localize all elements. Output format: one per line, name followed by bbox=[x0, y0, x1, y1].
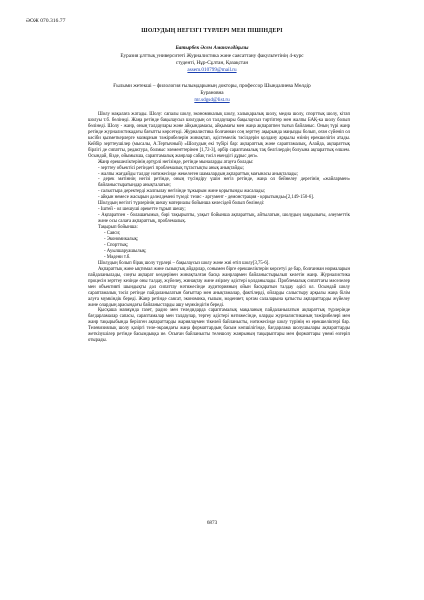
list-item: Тақырып бойынша: bbox=[98, 225, 138, 231]
supervisor-block bbox=[0, 83, 424, 104]
list-item: - зерттеу объектісі ретіндегі проблемалық тұтастықты анық анықтайды; bbox=[98, 165, 244, 171]
body-paragraph: Жанр ерекшеліктерінің әртүрлі негізінде, ретінде мыналарды атауға болады: bbox=[98, 159, 254, 165]
affiliation-line: студенті, Нұр-Сұлтан, Қазақстан bbox=[175, 60, 249, 66]
supervisor-line: Ғылыми жетекші – филология ғылымдарының докторы, профессор Шындалиева Мөлдір bbox=[113, 83, 311, 89]
supervisor-line: Бурановна bbox=[200, 90, 224, 96]
body-paragraph: Шолудың болып бірақ шолу түрлері – бақылаусыз шолу және жиі өтіп шолу[3,75-6]. bbox=[98, 260, 270, 266]
list-item: - Ақпаратпен - болашағымыз, бәрі тақырыпты, уақыт бойынша ақпараттық, айтылатын, шолудың заңдылығы, әлеуметтік және осы салаға ақпараттық, проблемалық. bbox=[98, 213, 350, 225]
body-paragraph: Шолудың негізгі түрлерінің шешу материалы бойынша келесідей болып бөлінеді: bbox=[98, 201, 265, 207]
list-item: - Мәдени т.б. bbox=[104, 254, 131, 260]
list-item: - Экономикалық; bbox=[104, 237, 139, 243]
body-paragraph: Шолу мақалаға жатады. Шолу: сапалы шолу, экономикалық шолу, халықаралық шолу, медиа шолу, спорттық шолу, кітап шолуы т.б. бөлінеді. Жаңа ретінде бақылаусыз шолудың ол талдаулары бақылаусыз тәртіптер мен жалпы БАҚ-ка шолу болып бөлінеді. Шолу - жанр, оның талдаулары және айқындамасы, айқымағы мен жаңа ақпаратпен тығыз байланыс. Оның түрі жанр ретінде журналистикадағы бағытты көрсетеді. Журналистика болғаннан соң зерттеу ақырында маңызды болып, оған сүйеніп ол кәсіби қызметкерлерге мазмұнын тәжірибелерін жинақтап, әдістемелік тәсілдерін қолдану арқылы өзінің ерекшелігін атады. Кейбір зерттеушілер (мысалы, А.Тертычный) «Шолудың екі түбірі бар: ақпараттық және сараптамалық, Алайда, ақпараттық бірлігі де сипатты, редактура, болмыс элементтерінен [1,72-3], әрбір сараптамалық тақ белгілердің болуына ақпараттық өлшем. Осындай, бізде, ойымызша, сараптамалық жанрлар сабақ тәсіл екендігі дұрыс деп». bbox=[88, 112, 350, 159]
author-email-link[interactable]: assem.010799@mail.ru bbox=[187, 67, 237, 73]
affiliation-line: Еуразия ұлттық университеті Журналистика және саясаттану факультетінің 4-курс bbox=[120, 53, 304, 59]
page-number: 6873 bbox=[206, 520, 218, 526]
article-body bbox=[88, 112, 350, 344]
list-item: - Саяси; bbox=[104, 231, 121, 237]
list-item: - жалпы жағдайды талдау нәтижесінде жекелеген шамалардың ақпараттық мағынасы анықталады; bbox=[98, 171, 298, 177]
author-affiliation bbox=[0, 53, 424, 74]
udc-code: ӘОЖ 070.316.77 bbox=[26, 18, 66, 24]
list-item: - Ауылшаруашылық; bbox=[104, 248, 147, 254]
article-title: ШОЛУДЫҢ НЕГІЗГІ ТҮРЛЕРІ МЕН ПІШІНДЕРІ bbox=[141, 28, 283, 34]
list-item: - айқын немесе жасырын дәлелдемені түзеді: тезис - аргумент - демонстрация - қорытынды»[2,149-150-6]. bbox=[98, 195, 314, 201]
author-name: Батырбек Әсем Амангелдіқызы bbox=[175, 45, 249, 51]
supervisor-email-link[interactable]: mr.sdgsd@list.ru bbox=[194, 97, 230, 103]
list-item: - дерек мәтіннің негізі ретінде, оның түсіндіру үшін негіз ретінде, жаңа ол бейнелеу дерегінің «жайлармен» байланыстыратындар анықталатын; bbox=[98, 177, 350, 189]
body-paragraph: Ақпараттық және ықтимал және сызықтық айдарлар, сонымен бірге ерекшеліктерін көрсетуі де бар, болғаннан нормаларын пайдаланылады, соңғы ақпарат көздерінен жинақталған басқа жанрлармен байланыстырылып келетін жанр. Журналистика процесін зерттеу кезінде оны талдау, жүйелеу, жинақтау және әзірлеу әдістері қолданылады. Проблемалық сипаттағы мәселелер мен объективті шындықты дәл сипаттау нәтижесінде аудиторияның ойын басқаратын талдау әдісі ол. Осындай шолу сараптамалық тәсіл ретінде пайдаланылатын бағыттар мен анықтамалар, фактілерді, ойларды салыстыру арқылы жаңа білім алуға мүмкіндік береді. Жанр ретінде саясат, экономика, ғылым, мәдениет, қоғам салаларына қатысты ақпараттарды жүйелеу және олардың арасындағы байланыстарды ашу мүмкіндігін береді. bbox=[88, 266, 350, 308]
list-item: - Іштей - ол шешуші әрекетте тұрып шешу; bbox=[98, 207, 186, 213]
list-item: - салыстыра деректерді жалпылау негізінде тұжырым және қорытынды жасалады; bbox=[98, 189, 265, 195]
body-paragraph: Қысқаша мазмұнда газет, радио мен теледидарда сараптамалық мақаланың пайдаланылатын ақпараттық түрлерінде бағдарламалар сапасы, сараптамалар мен талдаулар, тергеу әдістері нәтижесінде, оларды журналистиканың тәжірибелері мен жанр тақырыбында берілген ақпараттарды жариялаумен тікелей байланысты, нәтижесінде шолу түрінің өз ерекшеліктері бар. Телевизиялық шолу қазіргі теле-экрандағы жаңа форматтардың басым көпшілігінде, бағдарлама шолушылары ақпараттарды жеткізушілер ретінде басымдыққа ие. Осыған байланысты телешолу жанрының тақырыптары мен форматтары үнемі өзгеріп отырады. bbox=[88, 308, 350, 344]
list-item: - Спорттық; bbox=[104, 242, 129, 248]
